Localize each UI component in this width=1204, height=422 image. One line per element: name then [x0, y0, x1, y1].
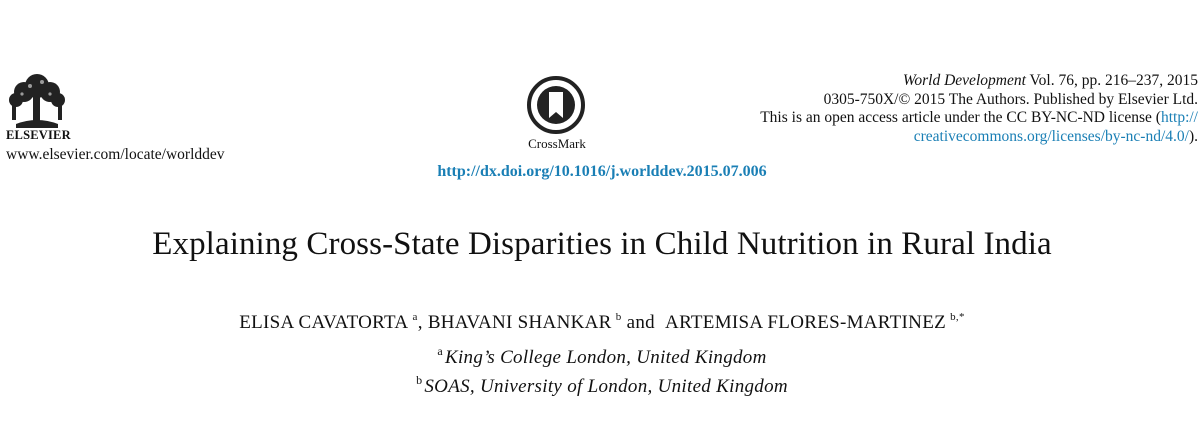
license-text: This is an open access article under the CC BY-NC-ND license (: [760, 109, 1161, 127]
copyright-line: 0305-750X/© 2015 The Authors. Published by Elsevier Ltd.: [823, 90, 1198, 108]
affiliation-a: [0, 344, 1204, 369]
affiliation-mark: a: [437, 344, 443, 358]
license-line: [760, 109, 1198, 128]
author-separator: and: [621, 312, 660, 333]
affiliation-b: [0, 373, 1204, 398]
author-list: [0, 311, 1204, 334]
affiliation-text: King’s College London, United Kingdom: [445, 347, 767, 368]
affiliation-text: SOAS, University of London, United Kingdom: [424, 376, 788, 397]
author-name: ARTEMISA FLORES-MARTINEZ: [665, 312, 947, 333]
author-affiliation-mark: a: [412, 311, 418, 323]
doi-link[interactable]: http://dx.doi.org/10.1016/j.worlddev.2015.07.006: [437, 163, 767, 180]
journal-citation-line: [760, 72, 1198, 91]
author-separator: ,: [417, 312, 428, 333]
license-close: ).: [1188, 127, 1198, 145]
license-line-2: [760, 128, 1198, 147]
author-name: BHAVANI SHANKAR: [427, 312, 612, 333]
author-name: ELISA CAVATORTA: [239, 312, 409, 333]
journal-metadata: [760, 72, 1198, 146]
license-link-part2[interactable]: creativecommons.org/licenses/by-nc-nd/4.0/: [913, 127, 1189, 145]
journal-volume-pages: Vol. 76, pp. 216–237, 2015: [1025, 72, 1198, 89]
crossmark-label: CrossMark: [528, 136, 586, 151]
journal-homepage[interactable]: www.elsevier.com/locate/worlddev: [6, 146, 225, 163]
affiliation-mark: b: [416, 373, 423, 387]
publisher-name: ELSEVIER: [6, 128, 71, 142]
author-affiliation-mark: b: [615, 311, 622, 323]
crossmark-icon[interactable]: [527, 76, 585, 134]
paper-title: Explaining Cross-State Disparities in Child Nutrition in Rural India: [152, 226, 1052, 262]
journal-name: World Development: [902, 72, 1026, 89]
license-link-part1[interactable]: http://: [1160, 109, 1198, 127]
author-affiliation-mark: b,*: [950, 311, 965, 323]
